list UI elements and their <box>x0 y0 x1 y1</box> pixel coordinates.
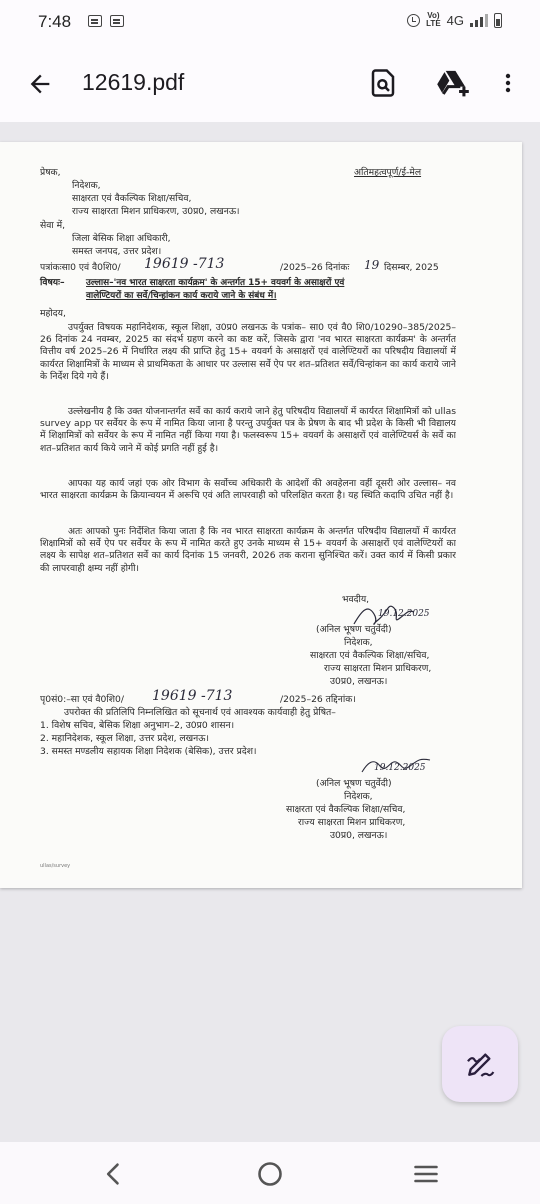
body-paragraph: आपका यह कार्य जहां एक ओर विभाग के सर्वोच्च अधिकारी के आदेशों की अवहेलना वहीं दूसरी ओर उल्लास– नव भारत साक्षरता कार्यक्रम के क्रियान्वयन में अरूचि एवं अति लापरवाही को परिलक्षित करता है। यह स्थिति कदापि उचित नहीं है। <box>40 478 456 502</box>
salutation: महोदय, <box>40 308 66 319</box>
reference-prefix: पत्रांकःसा0 एवं वै0शि0/ <box>40 262 121 273</box>
copy-list-item: 1. विशेष सचिव, बेसिक शिक्षा अनुभाग–2, उ0प्र0 शासन। <box>40 720 235 731</box>
file-title: 12619.pdf <box>82 69 185 95</box>
copy-reference-prefix: पृ0सं0:–सा एवं वै0शि0/ <box>40 694 124 705</box>
signatory-line: निदेशक, <box>344 791 373 802</box>
footer-note: ullas/survey <box>40 863 71 869</box>
signature-date: 19.12.2025 <box>378 609 430 619</box>
copy-reference-date: /2025–26 तद्दिनांक। <box>280 694 356 705</box>
reference-date-rest: दिसम्बर, 2025 <box>384 262 439 273</box>
reference-handwritten: 19619 -713 <box>144 256 225 272</box>
body-paragraph: उल्लेखनीय है कि उक्त योजनान्तर्गत सर्वे का कार्य कराये जाने हेतु परिषदीय विद्यालयों में कार्यरत शिक्षामित्रों को ullas survey app पर सर्वेयर के रूप में नामित किया जाना है परन्तु उपर्युक्त पत्र के प्रेषण के बाद भी प्रदेश के किसी भी विद्यालय में शिक्षामित्रों को सर्वेयर के रूप में नामित नहीं किया गया है। फलस्वरूप 15+ वयवर्ग के असाक्षरों एवं वालेण्टियर्स के सर्वे का शत–प्रतिशत कार्य किये जाने में कोई प्रगति नहीं हुई है। <box>40 406 456 454</box>
reference-date-day: 19 <box>364 258 380 272</box>
pdf-viewer[interactable] <box>0 122 540 1142</box>
sender-line: निदेशक, <box>72 180 101 191</box>
copy-intro: उपरोक्त की प्रतिलिपि निम्नलिखित को सूचनार्थ एवं आवश्यक कार्यवाही हेतु प्रेषित– <box>64 707 336 718</box>
status-bar <box>0 0 540 44</box>
sender-line: राज्य साक्षरता मिशन प्राधिकरण, उ0प्र0, लखनऊ। <box>72 206 240 217</box>
subject-label: विषयः– <box>40 277 65 288</box>
signatory-line: उ0प्र0, लखनऊ। <box>330 676 388 687</box>
signatory-name: (अनिल भूषण चतुर्वेदी) <box>316 778 392 789</box>
body-paragraph: अतः आपको पुनः निर्देशित किया जाता है कि नव भारत साक्षरता कार्यक्रम के अन्तर्गत परिषदीय विद्यालयों में कार्यरत शिक्षामित्रों को सर्वे ऐप पर सर्वेयर के रूप में नामित करते हुए उनके माध्यम से 15+ वयवर्ग के असाक्षरों एवं वालेण्टियरों का लक्ष्य के सापेक्ष शत–प्रतिशत सर्वे का कार्य दिनांक 15 जनवरी, 2026 तक कराना सुनिश्चित करें। उक्त कार्य में किसी प्रकार की लापरवाही क्षम्य नहीं होगी। <box>40 526 456 574</box>
recipient-line: जिला बेसिक शिक्षा अधिकारी, <box>72 233 171 244</box>
closing: भवदीय, <box>342 594 370 605</box>
copy-list-item: 3. समस्त मण्डलीय सहायक शिक्षा निदेशक (बेसिक), उत्तर प्रदेश। <box>40 746 257 757</box>
drive-add-icon[interactable] <box>436 68 470 98</box>
signatory-line: राज्य साक्षरता मिशन प्राधिकरण, <box>298 817 406 828</box>
nav-recents-icon[interactable] <box>412 1160 440 1188</box>
sender-line: साक्षरता एवं वैकल्पिक शिक्षा/सचिव, <box>72 193 192 204</box>
network-type: 4G <box>446 12 464 28</box>
status-time: 7:48 <box>38 12 72 31</box>
signal-icon <box>470 14 488 27</box>
alarm-icon <box>407 14 420 27</box>
signature-date: 19.12.2025 <box>374 763 426 773</box>
signatory-line: साक्षरता एवं वैकल्पिक शिक्षा/सचिव, <box>286 804 406 815</box>
notification-icon <box>88 15 102 27</box>
notification-icon <box>110 15 124 27</box>
document-search-icon[interactable] <box>368 68 398 98</box>
system-nav-bar <box>0 1142 540 1204</box>
signatory-line: उ0प्र0, लखनऊ। <box>330 830 388 841</box>
nav-back-icon[interactable] <box>100 1160 128 1188</box>
urgent-label: अतिमहत्वपूर्ण/ई-मेल <box>354 167 422 178</box>
body-paragraph: उपर्युक्त विषयक महानिदेशक, स्कूल शिक्षा, उ0प्र0 लखनऊ के पत्रांक– सा0 एवं वै0 शि0/10290–385/2025–26 दिनांक 24 नवम्बर, 2025 का संदर्भ ग्रहण करने का कष्ट करें, जिसके द्वारा 'नव भारत साक्षरता कार्यक्रम' के अन्तर्गत वित्तीय वर्ष 2025–26 में निर्धारित लक्ष्य की प्राप्ति हेतु 15+ वयवर्ग के असाक्षरों एवं वालेण्टियरों का परिषदीय विद्यालयों में कार्यरत शिक्षामित्रों के माध्यम से प्राथमिकता के आधार पर उल्लास सर्वे ऐप पर शत–प्रतिशत सर्वे/चिन्हांकन का कार्य कराये जाने के निर्देश दिये गये हैं। <box>40 322 456 382</box>
reference-date-prefix: /2025–26 दिनांकः <box>280 262 350 273</box>
signatory-line: राज्य साक्षरता मिशन प्राधिकरण, <box>324 663 432 674</box>
subject-line: उल्लास–'नव भारत साक्षरता कार्यक्रम' के अन्तर्गत 15+ वयवर्ग के असाक्षरों एवं <box>86 278 345 288</box>
copy-list-item: 2. महानिदेशक, स्कूल शिक्षा, उत्तर प्रदेश, लखनऊ। <box>40 733 209 744</box>
recipient-line: समस्त जनपद, उत्तर प्रदेश। <box>72 246 162 257</box>
volte-icon: Vo) LTE <box>426 11 441 28</box>
signatory-line: साक्षरता एवं वैकल्पिक शिक्षा/सचिव, <box>310 650 430 661</box>
pdf-page <box>0 142 522 888</box>
battery-icon <box>494 13 502 28</box>
subject-line: वालेण्टियरों का सर्वे/चिन्हांकन कार्य कराये जाने के संबंध में। <box>86 291 277 301</box>
edit-annotate-icon <box>464 1048 496 1080</box>
back-arrow-icon[interactable] <box>26 70 54 98</box>
app-bar <box>0 44 540 122</box>
copy-reference-handwritten: 19619 -713 <box>152 688 233 704</box>
more-vert-icon[interactable] <box>496 68 520 98</box>
sender-label: प्रेषक, <box>40 167 61 178</box>
signatory-line: निदेशक, <box>344 637 373 648</box>
recipient-label: सेवा में, <box>40 220 66 231</box>
annotate-fab[interactable] <box>442 1026 518 1102</box>
signatory-name: (अनिल भूषण चतुर्वेदी) <box>316 624 392 635</box>
nav-home-icon[interactable] <box>256 1160 284 1188</box>
